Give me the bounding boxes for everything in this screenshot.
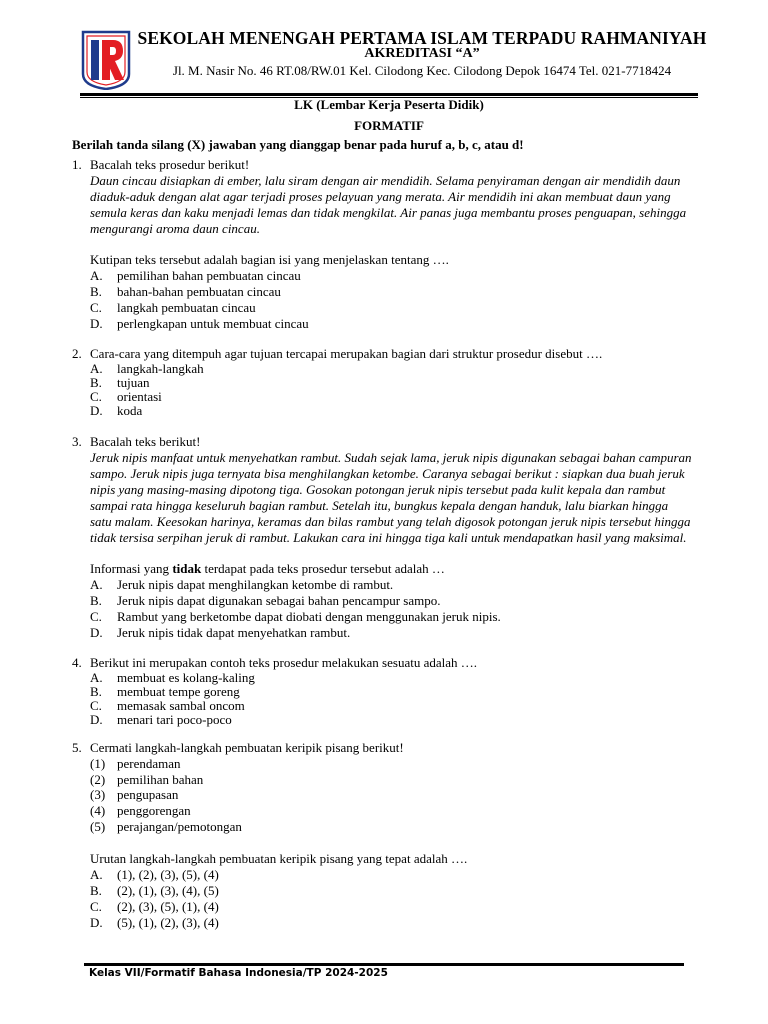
option-label: B. [90,593,102,608]
option-c[interactable] [72,899,692,915]
question-text: Berikut ini merupakan contoh teks prosedur melakukan sesuatu adalah …. [90,655,478,670]
step-label: (2) [90,771,106,787]
question-number: 2. [72,346,82,361]
option-text: pemilihan bahan pembuatan cincau [117,268,301,283]
option-label: D. [90,712,103,727]
step-label: (4) [90,803,106,819]
option-text: langkah-langkah [117,361,204,376]
question-text: Cara-cara yang ditempuh agar tujuan tercapai merupakan bagian dari struktur prosedur disebut …. [90,346,603,361]
question-text: Bacalah teks prosedur berikut! [90,157,250,172]
option-text: menari tari poco-poco [117,712,232,727]
option-text: koda [117,403,143,418]
question-2 [72,346,692,418]
option-label: D. [90,403,103,418]
step-item [72,756,692,772]
instruction: Berilah tanda silang (X) jawaban yang dianggap benar pada huruf a, b, c, atau d! [72,137,524,152]
question-number: 5. [72,740,82,755]
option-label: A. [90,670,103,685]
step-text: pemilihan bahan [117,771,204,787]
option-d[interactable] [72,625,692,641]
option-a[interactable] [72,268,692,284]
option-d[interactable] [72,915,692,931]
option-text: membuat tempe goreng [117,684,240,699]
option-text: Rambut yang berketombe dapat diobati dengan menggunakan jeruk nipis. [117,609,501,624]
step-label: (5) [90,818,106,834]
option-label: B. [90,882,102,898]
option-b[interactable] [72,685,692,699]
question-text: Cermati langkah-langkah pembuatan keripik pisang berikut! [90,740,404,755]
option-label: C. [90,389,102,404]
option-label: B. [90,684,102,699]
option-d[interactable] [72,713,692,727]
question-1 [72,157,692,332]
question-5 [72,740,692,931]
step-text: pengupasan [117,787,179,803]
option-label: D. [90,914,103,930]
option-b[interactable] [72,883,692,899]
question-number: 1. [72,157,82,172]
option-text: perlengkapan untuk membuat cincau [117,316,309,331]
step-item [72,819,692,835]
option-text: (2), (1), (3), (4), (5) [117,882,219,898]
option-label: D. [90,316,103,331]
page-footer: Kelas VII/Formatif Bahasa Indonesia/TP 2024-2025 [89,967,388,979]
school-address: Jl. M. Nasir No. 46 RT.08/RW.01 Kel. Cilodong Kec. Cilodong Depok 16474 Tel. 021-7718424 [172,63,672,78]
option-label: B. [90,284,102,299]
step-text: perendaman [117,756,181,771]
option-text: Jeruk nipis dapat menghilangkan ketombe di rambut. [117,577,394,592]
option-text: Jeruk nipis tidak dapat menyehatkan rambut. [117,625,351,640]
option-text: bahan-bahan pembuatan cincau [117,284,281,299]
questions [72,157,692,931]
step-item [72,772,692,788]
option-text: (2), (3), (5), (1), (4) [117,898,219,914]
school-logo-icon [81,30,131,90]
option-b[interactable] [72,376,692,390]
step-label: (1) [90,756,106,771]
option-text: Jeruk nipis dapat digunakan sebagai bahan pencampur sampo. [117,593,441,608]
option-label: D. [90,625,103,640]
step-text: perajangan/pemotongan [117,818,242,834]
option-c[interactable] [72,609,692,625]
option-a[interactable] [72,577,692,593]
option-label: C. [90,300,102,315]
emphasis-word: tidak [172,561,202,576]
question-stem: Informasi yang tidak terdapat pada teks prosedur tersebut adalah … [90,561,445,576]
option-a[interactable] [72,671,692,685]
step-item [72,803,692,819]
question-stem: Kutipan teks tersebut adalah bagian isi yang menjelaskan tentang …. [90,252,449,267]
option-text: membuat es kolang-kaling [117,670,255,685]
option-label: B. [90,375,102,390]
worksheet-title: LK (Lembar Kerja Peserta Didik) [294,97,484,112]
step-item [72,787,692,803]
header-divider-thick [80,93,698,96]
option-text: orientasi [117,389,162,404]
option-label: C. [90,898,102,914]
option-label: A. [90,577,103,592]
question-number: 4. [72,655,82,670]
option-text: (5), (1), (2), (3), (4) [117,914,219,930]
option-label: C. [90,609,102,624]
passage: Jeruk nipis manfaat untuk menyehatkan rambut. Sudah sejak lama, jeruk nipis digunakan sebagai bahan campuran sampo. Jeruk nipis juga ternyata bisa menghilangkan ketombe. Caranya sebagai berikut : siapkan dua buah jeruk nipis yang masing-masing dipotong tiga. Gosokan potongan jeruk nipis tersebut pada kulit kepala dan rambut sampai rata hingga keseluruh bagian rambut. Setelah itu, bungkus kepala dengan handuk, lalu biarkan hingga satu malam. Keesokan harinya, keramas dan bilas rambut yang telah digosok potongan jeruk nipis tersebut hingga tidak tersisa serpihan jeruk di rambut. Lakukan cara ini hingga tiga kali untuk mendapatkan hasil yang maksimal. [90,450,692,545]
option-text: langkah pembuatan cincau [117,300,256,315]
option-b[interactable] [72,593,692,609]
step-text: penggorengan [117,803,191,819]
option-a[interactable] [72,867,692,883]
option-c[interactable] [72,699,692,713]
question-4 [72,655,692,727]
question-text: Bacalah teks berikut! [90,434,201,449]
step-label: (3) [90,787,106,803]
question-3 [72,434,692,641]
option-label: A. [90,866,103,882]
option-text: memasak sambal oncom [117,698,245,713]
option-c[interactable] [72,390,692,404]
option-text: (1), (2), (3), (5), (4) [117,866,219,882]
option-d[interactable] [72,316,692,332]
question-number: 3. [72,434,82,449]
option-b[interactable] [72,284,692,300]
step-list [72,756,692,835]
option-text: tujuan [117,375,150,390]
option-label: A. [90,361,103,376]
school-name: SEKOLAH MENENGAH PERTAMA ISLAM TERPADU RAHMANIYAH [137,28,707,48]
passage: Daun cincau disiapkan di ember, lalu siram dengan air mendidih. Selama penyiraman dengan air mendidih daun diaduk-aduk dengan alat agar terjadi proses pelayuan yang merata. Air mendidih ini akan membuat daun yang semula keras dan kaku menjadi lemas dan tidak mengkilat. Air panas juga membantu proses penguapan, sehingga mengurangi aroma daun cincau. [90,173,687,236]
worksheet-subtitle: FORMATIF [354,118,424,133]
question-stem: Urutan langkah-langkah pembuatan keripik pisang yang tepat adalah …. [90,850,468,866]
option-label: C. [90,698,102,713]
option-d[interactable] [72,404,692,418]
accreditation: AKREDITASI “A” [364,46,480,61]
option-label: A. [90,268,103,283]
option-a[interactable] [72,362,692,376]
option-c[interactable] [72,300,692,316]
